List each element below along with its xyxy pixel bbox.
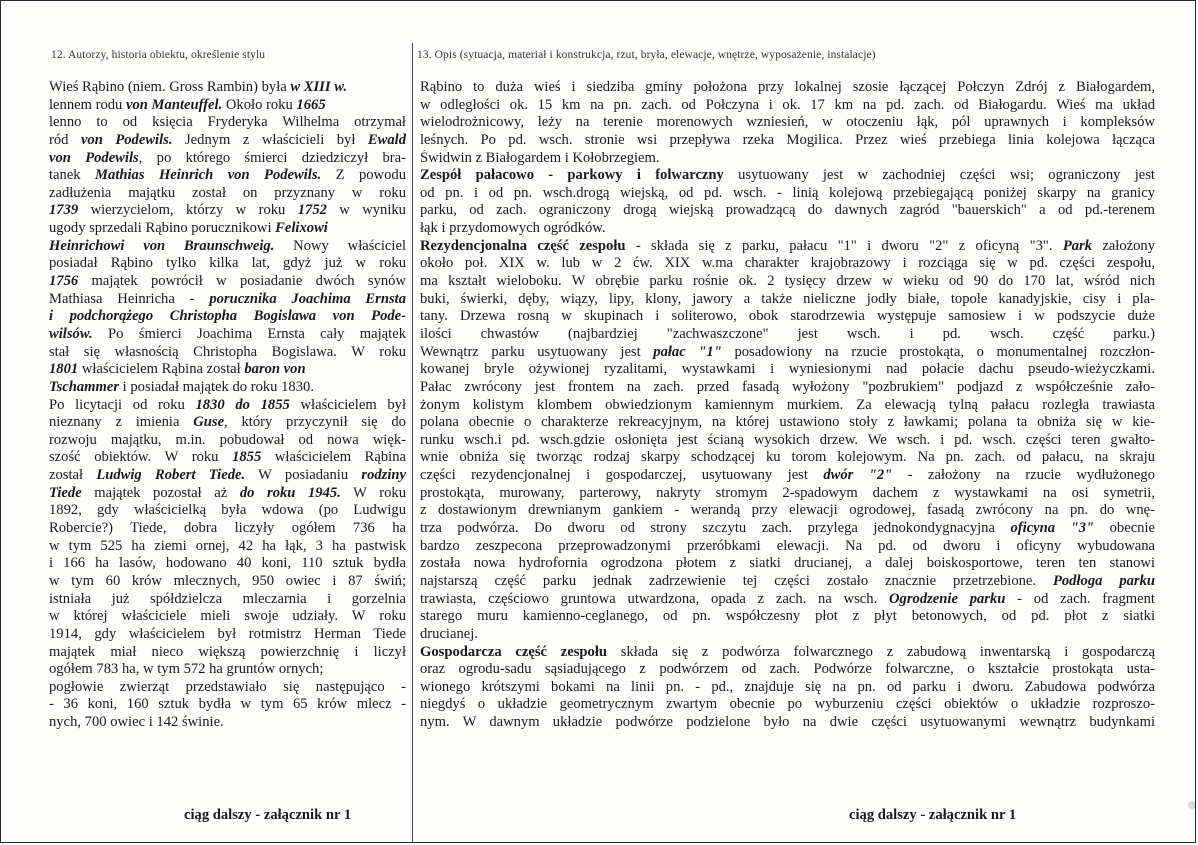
text-run: Świdwin z Białogardem i Kołobrzegiem. xyxy=(420,149,660,166)
text-line xyxy=(420,79,1155,97)
history-text-column xyxy=(49,79,406,732)
text-line xyxy=(420,555,1155,573)
text-run: 1914, gdy właścicielem był rotmistrz Herman Tiede xyxy=(49,625,406,642)
text-line xyxy=(49,114,406,132)
text-line xyxy=(420,502,1155,520)
text-run: nych, 700 owiec i 142 świnie. xyxy=(49,714,224,731)
text-run: - od zach. fragment xyxy=(1005,590,1155,607)
emphasis-run: von Podewils xyxy=(49,149,139,166)
text-line xyxy=(420,397,1155,415)
text-run: ma kształt wieloboku. W obrębie parku rośnie ok. 2 tysięcy drzew w wieku od 90 do 170 lat, wśród nich xyxy=(420,273,1155,290)
emphasis-run: Zespół pałacowo - parkowy i folwarczny xyxy=(420,167,724,184)
text-run: stał się własnością Christopha Bogislawa. W roku xyxy=(49,343,406,360)
text-run: żonym kolistym klombem obwiedzionym kamiennym murkiem. Za elewacją tylną pałacu rozległa trawiasta xyxy=(420,396,1155,413)
text-line xyxy=(49,555,406,573)
text-line xyxy=(49,397,406,415)
text-line xyxy=(420,661,1155,679)
text-run: zadłużenia majątku został on przyznany w roku xyxy=(49,184,406,201)
text-line xyxy=(49,485,406,503)
left-continuation-note: ciąg dalszy - załącznik nr 1 xyxy=(184,807,352,823)
text-line xyxy=(420,626,1155,644)
text-line xyxy=(49,79,406,97)
text-line xyxy=(49,220,406,238)
text-run: ogółem 783 ha, w tym 572 ha gruntów ornych; xyxy=(49,661,324,678)
emphasis-run: 1752 xyxy=(297,202,327,219)
text-run: trza podwórza. Do dworu od strony szczytu zach. przylega jednokondygnacyjna xyxy=(420,520,1011,537)
text-line xyxy=(420,202,1155,220)
text-run: trawiasta, częściowo gruntowa utwardzona, opada z zach. na wsch. xyxy=(420,590,890,607)
text-run: składa się z podwórza folwarcznego z zabudową inwentarską i gospodarczą xyxy=(607,643,1155,660)
text-run: Po śmierci Joachima Ernsta cały majątek xyxy=(92,325,406,342)
text-line xyxy=(49,449,406,467)
text-line xyxy=(420,361,1155,379)
text-run: wionego krótszymi bokami na linii pn. - pd., znajduje się na pn. od parku i dworu. Zabudowa podwórza xyxy=(420,678,1155,695)
text-run: Pałac zwrócony jest frontem na zach. przed fasadą wyłożony "pozbrukiem" podjazd z współcześnie zało- xyxy=(420,378,1155,395)
text-line xyxy=(49,502,406,520)
emphasis-run: dwór "2" xyxy=(823,467,893,484)
text-run: 1892, gdy właścicielką była wdowa (po Ludwigu xyxy=(49,502,406,519)
text-line xyxy=(49,97,406,115)
text-run: Wewnątrz parku usytuowany jest xyxy=(420,343,654,360)
emphasis-run: pałac "1" xyxy=(653,343,722,360)
text-line xyxy=(420,644,1155,662)
text-run: posadowiony na rzucie prostokąta, o monumentalnej rozczłon- xyxy=(721,343,1155,360)
emphasis-run: von Manteuffel. xyxy=(126,96,223,113)
text-line xyxy=(420,608,1155,626)
emphasis-run: Park xyxy=(1062,237,1092,254)
text-run: ugody sprzedali Rąbino porucznikowi xyxy=(49,220,276,237)
text-line xyxy=(49,467,406,485)
text-run: z dostawionym drewnianym gankiem - werandą przy elewacji ogrodowej, fasadą zwrócony na pn. do wnę- xyxy=(420,502,1155,519)
text-run: bardzo zeszpecona przeprowadzonymi przeróbkami elewacji. Na pd. od dworu i oficyny wybudowana xyxy=(420,537,1155,554)
text-line xyxy=(49,661,406,679)
text-line xyxy=(420,167,1155,185)
text-line xyxy=(49,591,406,609)
text-line xyxy=(49,185,406,203)
text-run: - założony na rzucie wydłużonego xyxy=(892,467,1155,484)
text-run: w tym 525 ha ziemi ornej, 42 ha łąk, 3 ha pastwisk xyxy=(49,537,406,554)
text-line xyxy=(49,520,406,538)
emphasis-run: 1756 xyxy=(49,273,79,290)
text-line xyxy=(49,414,406,432)
text-run: i 166 ha lasów, hodowano 40 koni, 110 sztuk bydła xyxy=(49,555,406,572)
column-divider xyxy=(412,43,413,843)
emphasis-run: wilsów. xyxy=(49,325,93,342)
emphasis-run: Ludwig Robert Tiede. xyxy=(96,467,246,484)
text-line xyxy=(420,150,1155,168)
text-run: w wyniku xyxy=(326,202,406,219)
text-run: leśnych. Po pd. wsch. stronie wsi przepływa rzeka Mogilica. Przez wieś przebiega linia kolejowa łącząca xyxy=(420,131,1155,148)
text-run: , po którego śmierci dziedziczył bra- xyxy=(138,149,406,166)
text-run: około poł. XIX w. lub w 2 ćw. XIX w.ma charakter krajobrazowy i rozciąga się w pd. części zespołu, xyxy=(420,255,1155,272)
text-line xyxy=(49,361,406,379)
text-run: starego muru kamienno-ceglanego, od pn. współczesny płot z płyt betonowych, od pd. płot z siatki xyxy=(420,608,1155,625)
text-line xyxy=(420,414,1155,432)
text-line xyxy=(420,432,1155,450)
text-line xyxy=(49,344,406,362)
text-line xyxy=(420,344,1155,362)
text-run: kowanej bryle ożywionej ryzalitami, wystawkami i wyniesionymi nad połacie dachu pseudo-wieżyczkami. xyxy=(420,361,1155,378)
text-line xyxy=(49,679,406,697)
right-continuation-note: ciąg dalszy - załącznik nr 1 xyxy=(849,807,1017,823)
text-run: wierzycielom, którzy w roku xyxy=(78,202,298,219)
text-run: runku wsch.i pd. wsch.gdzie osłonięta jest ścianą wysokich drzew. We wsch. i pd. wsch. części teren gwałto- xyxy=(420,431,1155,448)
text-line xyxy=(49,644,406,662)
text-line xyxy=(49,573,406,591)
text-line xyxy=(420,326,1155,344)
emphasis-run: von Podewils. xyxy=(80,131,173,148)
text-line xyxy=(420,273,1155,291)
text-line xyxy=(49,150,406,168)
text-line xyxy=(49,255,406,273)
text-run: majątek powrócił w posiadanie dwóch synów xyxy=(78,273,406,290)
text-line xyxy=(49,132,406,150)
text-run: w tym 60 krów mlecznych, 950 owiec i 87 świń; xyxy=(49,572,406,589)
emphasis-run: Rezydencjonalna część zespołu xyxy=(420,237,626,254)
text-run: lenno to od księcia Fryderyka Wilhelma otrzymał xyxy=(49,114,406,131)
text-line xyxy=(420,220,1155,238)
text-run: majątek pozostał aż xyxy=(81,484,240,501)
text-run: niegdyś o układzie geometrycznym zwartym obecnie po wyburzeniu części obiektów o układzie rozproszo- xyxy=(420,696,1155,713)
text-line xyxy=(420,379,1155,397)
emphasis-run: rodziny xyxy=(361,467,406,484)
text-run: nym. W dawnym układzie podwórze podzielone było na dwie części usytuowanymi wewnątrz budynkami xyxy=(420,714,1155,731)
text-run: tany. Drzewa rosną w skupinach i soliterowo, obok starodrzewia występuje samosiew i w podszycie duże xyxy=(420,308,1155,325)
text-run: Po licytacji od roku xyxy=(49,396,196,413)
text-line xyxy=(49,379,406,397)
text-run: została nowa hydrofornia ogrodzona płotem z siatki drucianej, a dalej boiskosportowe, teren ten stanowi xyxy=(420,555,1155,572)
text-line xyxy=(49,238,406,256)
text-line xyxy=(49,608,406,626)
text-run: wnie obniża się tworząc rodzaj skarpy schodzącej ku torom kolejowym. Na pn. zach. od pałacu, na skraju xyxy=(420,449,1155,466)
text-run: istniała już spółdzielcza mleczarnia i gorzelnia xyxy=(49,590,406,607)
emphasis-run: w XIII w. xyxy=(290,79,348,95)
emphasis-run: Heinrichowi von Braunschweig. xyxy=(49,237,275,254)
text-run: Jednym z właścicieli był xyxy=(172,131,368,148)
emphasis-run: Guse xyxy=(193,414,225,431)
text-run: prostokąta, murowany, parterowy, nakryty stromym 2-spadowym dachem z wystawkami na osi symetrii, xyxy=(420,484,1155,501)
text-line xyxy=(420,308,1155,326)
text-line xyxy=(420,255,1155,273)
emphasis-run: Tiede xyxy=(49,484,82,501)
text-run: W posiadaniu xyxy=(245,467,362,484)
text-run: , który przyczynił się do xyxy=(224,414,406,431)
emphasis-run: baron von xyxy=(244,361,306,378)
text-line xyxy=(49,291,406,309)
text-line xyxy=(420,520,1155,538)
text-line xyxy=(49,308,406,326)
emphasis-run: Podłoga parku xyxy=(1052,572,1155,589)
emphasis-run: Tschammer xyxy=(49,378,120,395)
text-line xyxy=(420,696,1155,714)
text-line xyxy=(420,591,1155,609)
text-line xyxy=(420,573,1155,591)
text-line xyxy=(420,185,1155,203)
emphasis-run: Ewald xyxy=(367,131,406,148)
emphasis-run: 1855 xyxy=(232,449,262,466)
text-run: łąk i przydomowych ogródków. xyxy=(420,220,606,237)
text-line xyxy=(420,679,1155,697)
emphasis-run: Mathias Heinrich von Podewils. xyxy=(95,167,322,184)
text-run: buki, świerki, dęby, wiązy, lipy, klony, jawory a także nieliczne jodły białe, topole kanadyjskie, cisy i pla- xyxy=(420,290,1155,307)
text-run: pogłowie zwierząt przedstawiało się następująco - xyxy=(49,678,406,695)
text-line xyxy=(49,432,406,450)
scan-mark xyxy=(1188,801,1196,809)
text-run: Rąbino to duża wieś i siedziba gminy położona przy lokalnej szosie łączącej Połczyn Zdrój z Białogardem, xyxy=(420,79,1155,95)
text-run: nieznany z imienia xyxy=(49,414,194,431)
text-run: wielodrożnicowy, leży na terenie morenowych wzniesień, w otoczeniu łąk, pól uprawnych i kompleksów xyxy=(420,114,1155,131)
text-line xyxy=(420,538,1155,556)
text-line xyxy=(420,485,1155,503)
text-run: najstarszą część parku jednak zadrzewienie tej części zostało znacznie przetrzebione. xyxy=(420,572,1053,589)
emphasis-run: Felixowi xyxy=(275,220,328,237)
emphasis-run: do roku 1945. xyxy=(239,484,341,501)
emphasis-run: 1739 xyxy=(49,202,79,219)
text-run: rozwoju majątku, m.in. pobudował od nowa więk- xyxy=(49,431,406,448)
emphasis-run: i podchorążego Christopha Bogislawa von Pode- xyxy=(49,308,406,325)
text-run: ilości chwastów (najbardziej "zachwaszczone" jest wsch. i pd. wsch. część parku.) xyxy=(420,325,1155,342)
text-run: majątek miał nieco większą powierzchnię i liczył xyxy=(49,643,406,660)
text-run: szość obiektów. W roku xyxy=(49,449,233,466)
text-line xyxy=(420,132,1155,150)
emphasis-run: 1801 xyxy=(49,361,79,378)
text-run: usytuowany jest w zachodniej części wsi; ograniczony jest xyxy=(723,167,1155,184)
text-run: w której właściciele mieli swoje udziały. W roku xyxy=(49,608,406,625)
text-line xyxy=(49,538,406,556)
text-line xyxy=(420,238,1155,256)
text-run: polana obecnie o charakterze rekreacyjnym, na której ustawiono stoły z ławkami; polana ta obniża się w kie- xyxy=(420,414,1155,431)
text-run: Z powodu xyxy=(321,167,406,184)
text-line xyxy=(420,449,1155,467)
text-run: W roku xyxy=(340,484,406,501)
text-line xyxy=(420,114,1155,132)
text-run: właścicielem był xyxy=(289,396,406,413)
text-run: parku, od zach. ograniczony drogą wiejską prowadzącą do dawnych zagród "bauerskich" a od pd.-terenem xyxy=(420,202,1155,219)
description-text-column xyxy=(420,79,1155,732)
text-run: ród xyxy=(49,131,81,148)
text-run: części rezydencjonalnej i gospodarczej, usytuowany jest xyxy=(420,467,824,484)
text-line xyxy=(420,291,1155,309)
text-run: obecnie xyxy=(1094,520,1155,537)
text-line xyxy=(49,626,406,644)
text-run: Około roku xyxy=(222,96,297,113)
emphasis-run: Ogrodzenie parku xyxy=(889,590,1006,607)
text-line xyxy=(49,696,406,714)
left-section-header: 12. Autorzy, historia obiektu, określenie stylu xyxy=(51,49,266,61)
text-run: lennem rodu xyxy=(49,96,127,113)
text-line xyxy=(49,273,406,291)
text-run: oraz ogrodu-sadu sąsiadującego z podwórzem od zach. Podwórze folwarczne, o kształcie prostokąta usta- xyxy=(420,661,1155,678)
right-section-header: 13. Opis (sytuacja, materiał i konstrukcja, rzut, bryła, elewacje, wnętrze, wyposażenie, instalacje) xyxy=(417,49,876,61)
text-line xyxy=(420,467,1155,485)
text-run: został xyxy=(49,467,97,484)
emphasis-run: 1830 do 1855 xyxy=(195,396,290,413)
text-run: i posiadał majątek do roku 1830. xyxy=(119,378,314,395)
text-run: Mathiasa Heinricha - xyxy=(49,290,210,307)
text-line xyxy=(49,167,406,185)
text-run: tanek xyxy=(49,167,96,184)
text-line xyxy=(420,714,1155,732)
text-run: w odległości ok. 15 km na pn. zach. od Połczyna i ok. 17 km na pd. zach. od Białogardu. Wieś ma układ xyxy=(420,96,1155,113)
text-run: założony xyxy=(1092,237,1155,254)
emphasis-run: 1665 xyxy=(296,96,326,113)
text-run: - 36 koni, 160 sztuk bydła w tym 65 krów mlecz - xyxy=(49,696,406,713)
text-run: właścicielem Rąbina xyxy=(261,449,406,466)
text-run: Robercie?) Tiede, dobra liczyły ogółem 736 ha xyxy=(49,520,406,537)
text-run: Wieś Rąbino (niem. Gross Rambin) była xyxy=(49,79,291,95)
text-run: drucianej. xyxy=(420,625,478,642)
text-line xyxy=(49,202,406,220)
text-run: posiadał Rąbino tylko kilka lat, gdyż już w roku xyxy=(49,255,406,272)
text-run: Nowy właściciel xyxy=(274,237,406,254)
text-line xyxy=(49,326,406,344)
text-run: - składa się z parku, pałacu "1" i dworu "2" z oficyną "3". xyxy=(625,237,1063,254)
text-line xyxy=(420,97,1155,115)
emphasis-run: porucznika Joachima Ernsta xyxy=(209,290,406,307)
emphasis-run: Gospodarcza część zespołu xyxy=(420,643,608,660)
text-line xyxy=(49,714,406,732)
emphasis-run: oficyna "3" xyxy=(1010,520,1095,537)
text-run: właścicielem Rąbina został xyxy=(78,361,245,378)
text-run: od pn. i od pn. wsch.drogą wiejską, od pd. wsch. - linią kolejową przebiegającą poniżej skarpy na granicy xyxy=(420,184,1155,201)
